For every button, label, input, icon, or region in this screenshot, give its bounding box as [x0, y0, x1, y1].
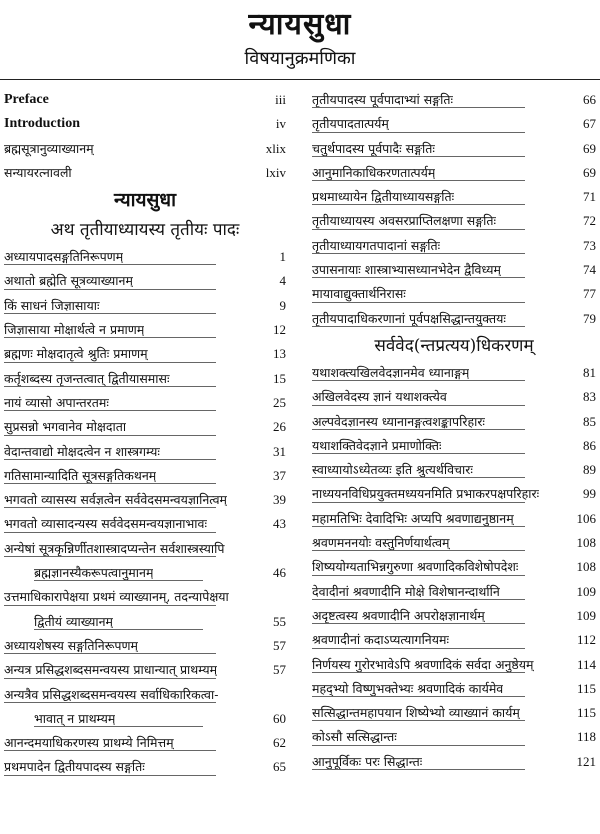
section-subtitle: अथ तृतीयाध्यायस्य तृतीयः पादः [50, 220, 240, 241]
front-matter-list [4, 88, 286, 185]
entry-title: जिज्ञासाया मोक्षार्थत्वे न प्रमाणम् [4, 322, 145, 338]
toc-row [312, 531, 596, 555]
entry-page-number: 109 [576, 607, 596, 623]
entry-page-number: 67 [583, 116, 596, 132]
entry-page-number: 43 [273, 516, 286, 532]
entry-page-number: 69 [583, 164, 596, 180]
entry-page-number: 72 [583, 213, 596, 229]
toc-row [312, 628, 596, 652]
entry-page-number: 1 [279, 249, 286, 265]
entry-page-number: 74 [583, 262, 596, 278]
entry-page-number: 115 [576, 680, 596, 696]
toc-row [312, 209, 596, 233]
toc-row [4, 658, 286, 682]
toc-row [4, 488, 286, 512]
entry-page-number: 9 [279, 297, 286, 313]
entry-page-number: 114 [576, 656, 596, 672]
toc-row [312, 653, 596, 677]
entry-page-number: 60 [273, 710, 286, 726]
entry-title: महामतिभिः देवादिभिः अप्यपि श्रवणाद्यनुष्ठानम् [312, 510, 514, 526]
entry-page-number: 15 [273, 370, 286, 386]
entry-page-number: 109 [576, 583, 596, 599]
toc-row [312, 750, 596, 774]
entry-title: श्रवणमननयोः वस्तुनिर्णयार्थत्वम् [312, 535, 450, 551]
toc-row [312, 725, 596, 749]
toc-row [312, 385, 596, 409]
entry-title: प्रथमपादेन द्वितीयपादस्य सङ्गतिः [4, 759, 145, 775]
entry-title: नाध्ययनविधिप्रयुक्तमध्ययनमिति प्रभाकरपक्षपरिहारः [312, 486, 540, 502]
toc-row [4, 512, 286, 536]
entry-title: भावात् न प्राथम्यम् [34, 710, 116, 726]
entry-title: प्रथमाध्यायेन द्वितीयाध्यायसङ्गतिः [312, 189, 455, 205]
entry-page-number: 106 [576, 510, 596, 526]
entry-page-number: 12 [273, 322, 286, 338]
toc-row [4, 269, 286, 293]
entry-title: अन्येषां सूत्रकृन्निर्णीतशास्त्रादप्यन्तेन सर्वशास्त्रस्यापि [4, 540, 225, 556]
toc-row [312, 410, 596, 434]
entry-title: उत्तमाधिकारापेक्षया प्रथमं व्याख्यानम्, तदन्यापेक्षया [4, 589, 229, 605]
entry-page-number: 62 [273, 735, 286, 751]
toc-row [4, 245, 286, 269]
toc-row [312, 507, 596, 531]
toc-row [312, 234, 596, 258]
toc-row [312, 161, 596, 185]
entry-title: वेदान्तवाद्यो मोक्षदत्वेन न शास्त्रगम्यः [4, 443, 160, 459]
entry-title: आनन्दमयाधिकरणस्य प्राथम्ये निमित्तम् [4, 735, 174, 751]
toc-row [4, 294, 286, 318]
toc-row [4, 440, 286, 464]
entry-page-number: 69 [583, 140, 596, 156]
entry-title: अदृष्टत्वस्य श्रवणादीनि अपरोक्षज्ञानार्थम् [312, 607, 485, 623]
entry-title: सत्सिद्धान्तमहापयान शिष्येभ्यो व्याख्यानं कार्यम् [312, 705, 520, 721]
toc-row [4, 610, 286, 634]
toc-row [312, 258, 596, 282]
entry-page-number: 121 [576, 753, 596, 769]
entry-page-number: 57 [273, 662, 286, 678]
right-column [312, 88, 596, 774]
entry-title: आनुमानिकाधिकरणतात्पर्यम् [312, 164, 436, 180]
entry-title: तृतीयाध्यायस्य अवसरप्राप्तिलक्षणा सङ्गतिः [312, 213, 497, 229]
entry-title: अखिलवेदस्य ज्ञानं यथाशक्त्येव [312, 389, 447, 405]
toc-row [312, 307, 596, 331]
toc-row [312, 88, 596, 112]
entry-title: उपासनायाः शास्त्राभ्यासध्यानभेदेन द्वैविध्यम् [312, 262, 501, 278]
toc-row [312, 555, 596, 579]
toc-row [4, 415, 286, 439]
entry-title: तृतीयाध्यायगतपादानां सङ्गतिः [312, 237, 441, 253]
entry-title: Preface [4, 92, 49, 107]
entry-page-number: 108 [576, 535, 596, 551]
toc-row [4, 634, 286, 658]
entry-title: आनुपूर्विकः परः सिद्धान्तः [312, 753, 423, 769]
toc-row [312, 458, 596, 482]
entry-title: कोऽसौ सत्सिद्धान्तः [312, 729, 397, 745]
section-title: न्यायसुधा [113, 189, 177, 212]
entry-page-number: iii [275, 92, 286, 107]
entry-title: चतुर्थपादस्य पूर्वपादैः सङ्गतिः [312, 140, 435, 156]
entry-title: तृतीयपादतात्पर्यम् [312, 116, 389, 132]
entry-page-number: 81 [583, 364, 596, 380]
entry-page-number: 89 [583, 462, 596, 478]
entry-page-number: 31 [273, 443, 286, 459]
entry-title: द्वितीयं व्याख्यानम् [34, 613, 113, 629]
entry-page-number: 13 [273, 346, 286, 362]
entry-page-number: 57 [273, 637, 286, 653]
entry-title: मायावाद्युक्तार्थनिरासः [312, 286, 406, 302]
front-matter-row [4, 112, 286, 136]
toc-row [4, 367, 286, 391]
toc-row [312, 361, 596, 385]
entry-title: तृतीयपादस्य पूर्वपादाभ्यां सङ्गतिः [312, 92, 453, 107]
entry-title: अल्पवेदज्ञानस्य ध्यानानङ्गत्वशङ्कापरिहारः [312, 413, 485, 429]
entry-page-number: 99 [583, 486, 596, 502]
entry-title: Introduction [4, 116, 80, 132]
entry-title: अध्यायपादसङ्गतिनिरूपणम् [4, 249, 124, 265]
toc-row [4, 755, 286, 779]
toc-row [312, 137, 596, 161]
entry-page-number: 26 [273, 419, 286, 435]
entry-title: नायं व्यासो अपान्तरतमः [4, 394, 109, 410]
entry-page-number: 25 [273, 394, 286, 410]
entry-title: किं साधनं जिज्ञासायाः [4, 297, 100, 313]
right-entry-list-b [312, 361, 596, 774]
entry-title: कर्तृशब्दस्य तृजन्तत्वात् द्वितीयासमासः [4, 370, 170, 386]
heading-divider [0, 79, 600, 80]
toc-row [4, 342, 286, 366]
toc-row [4, 731, 286, 755]
entry-page-number: 39 [273, 492, 286, 508]
entry-page-number: 83 [583, 389, 596, 405]
entry-title: ब्रह्मणः मोक्षदातृत्वे श्रुतिः प्रमाणम् [4, 346, 148, 362]
entry-title: तृतीयपादाधिकरणानां पूर्वपक्षसिद्धान्तयुक्तयः [312, 310, 506, 326]
right-section-title: सर्ववेद(न्तप्रत्यय)धिकरणम् [374, 335, 534, 356]
entry-title: श्रवणादीनां कदाऽप्यत्यागनियमः [312, 632, 449, 648]
entry-title: यथाशक्तिवेदज्ञाने प्रमाणोक्तिः [312, 437, 442, 453]
toc-row [312, 677, 596, 701]
entry-page-number: 112 [576, 632, 596, 648]
toc-row [312, 701, 596, 725]
toc-row [312, 604, 596, 628]
entry-title: गतिसामान्यादिति सूत्रसङ्गतिकथनम् [4, 467, 157, 483]
toc-row [4, 464, 286, 488]
entry-title: निर्णयस्य गुरोरभावेऽपि श्रवणादिकं सर्वदा अनुष्ठेयम् [312, 656, 534, 672]
front-matter-row [4, 161, 286, 185]
entry-page-number: lxiv [265, 164, 286, 180]
entry-page-number: 37 [273, 467, 286, 483]
toc-row [4, 318, 286, 342]
book-title: न्यायसुधा [248, 7, 352, 42]
entry-title: भगवतो व्यासादन्यस्य सर्ववेदसमन्वयज्ञानाभावः [4, 516, 207, 532]
entry-title: देवादीनां श्रवणादीनि मोक्षे विशेषानन्दार्थानि [312, 583, 500, 599]
toc-row [312, 434, 596, 458]
entry-title: अन्यत्रैव प्रसिद्धशब्दसमन्वयस्य सर्वाधिकारिकत्वा- [4, 686, 219, 702]
entry-page-number: 85 [583, 413, 596, 429]
entry-title: यथाशक्त्यखिलवेदज्ञानमेव ध्यानाङ्गम् [312, 364, 470, 380]
toc-row [4, 683, 286, 707]
entry-title: ब्रह्मसूत्रानुव्याख्यानम् [4, 140, 94, 156]
entry-page-number: 118 [576, 729, 596, 745]
toc-row [4, 537, 286, 561]
front-matter-row [4, 88, 286, 112]
front-matter-row [4, 137, 286, 161]
toc-row [312, 482, 596, 506]
entry-page-number: 73 [583, 237, 596, 253]
toc-row [4, 585, 286, 609]
entry-page-number: 65 [273, 759, 286, 775]
entry-page-number: 46 [273, 565, 286, 581]
entry-title: सन्यायरत्नावली [4, 164, 72, 180]
entry-title: अन्यत्र प्रसिद्धशब्दसमन्वयस्य प्राधान्यात् प्राथम्यम् [4, 662, 218, 678]
entry-page-number: 86 [583, 437, 596, 453]
right-entry-list-a [312, 88, 596, 331]
entry-page-number: 115 [576, 705, 596, 721]
entry-page-number: 77 [583, 286, 596, 302]
entry-page-number: 71 [583, 189, 596, 205]
entry-page-number: 4 [279, 273, 286, 289]
entry-page-number: 55 [273, 613, 286, 629]
entry-title: स्वाध्यायोऽध्येतव्यः इति श्रुत्यर्थविचारः [312, 462, 473, 478]
toc-row [312, 580, 596, 604]
entry-title: सुप्रसन्नो भगवानेव मोक्षदाता [4, 419, 127, 435]
entry-title: अथातो ब्रह्मेति सूत्रव्याख्यानम् [4, 273, 133, 289]
left-column [4, 88, 286, 780]
toc-row [4, 707, 286, 731]
entry-title: अध्यायशेषस्य सङ्गतिनिरूपणम् [4, 637, 139, 653]
toc-row [312, 185, 596, 209]
entry-title: महद्भ्यो विष्णुभक्तेभ्यः श्रवणादिकं कार्यमेव [312, 680, 504, 696]
entry-page-number: 79 [583, 310, 596, 326]
entry-title: ब्रह्मज्ञानस्यैकरूपत्वानुमानम् [34, 565, 154, 581]
toc-row [312, 112, 596, 136]
toc-row [4, 561, 286, 585]
toc-row [312, 282, 596, 306]
entry-page-number: 66 [583, 92, 596, 107]
toc-row [4, 391, 286, 415]
left-entry-list [4, 245, 286, 780]
entry-title: भगवतो व्यासस्य सर्वज्ञत्वेन सर्ववेदसमन्वयज्ञानित्वम् [4, 492, 228, 508]
entry-page-number: 108 [576, 559, 596, 575]
toc-heading: विषयानुक्रमणिका [244, 48, 356, 69]
entry-page-number: xlix [265, 140, 286, 156]
entry-title: शिष्ययोग्यताभिन्नगुरुणा श्रवणादिकविशेषोपदेशः [312, 559, 519, 575]
entry-page-number: iv [275, 116, 286, 132]
